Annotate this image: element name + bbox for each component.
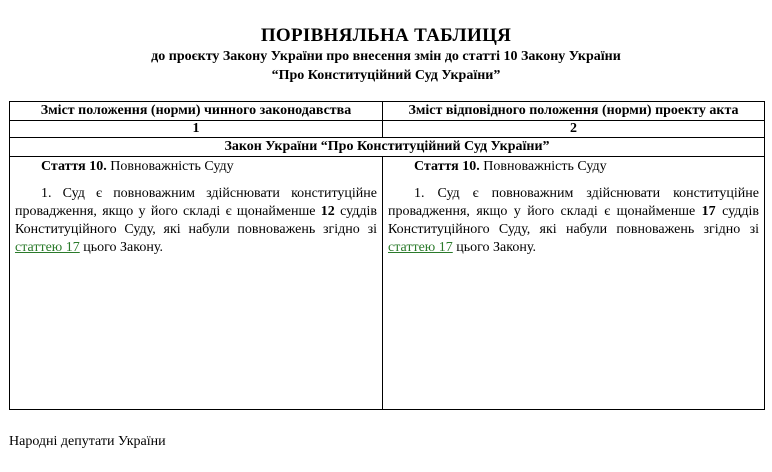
document-subtitle-line1: до проєкту Закону України про внесення змін до статті 10 Закону України	[151, 49, 621, 64]
law-title: Закон України “Про Конституційний Суд України”	[10, 138, 765, 157]
article-paragraph	[388, 185, 759, 257]
article-heading	[388, 158, 759, 176]
column-number-2: 2	[383, 121, 765, 138]
article-heading	[15, 158, 377, 176]
paragraph-text: цього Закону.	[79, 240, 163, 255]
document-title: ПОРІВНЯЛЬНА ТАБЛИЦЯ	[260, 25, 512, 46]
paragraph-text: суддів Конституційного Суду, які набули повноважень згідно зі	[15, 204, 377, 237]
judges-count: 17	[701, 204, 716, 219]
article-title: Повноважність Суду	[479, 159, 607, 174]
article-title: Повноважність Суду	[106, 159, 234, 174]
current-law-cell	[10, 157, 383, 410]
law-title-row	[10, 138, 765, 157]
judges-count: 12	[320, 204, 335, 219]
paragraph-text: суддів Конституційного Суду, які набули повноважень згідно зі	[388, 204, 759, 237]
article-17-link[interactable]: статтею 17	[15, 240, 80, 255]
column-header-proposed: Зміст відповідного положення (норми) проекту акта	[383, 102, 765, 121]
article-17-link[interactable]: статтею 17	[388, 240, 453, 255]
table-row	[10, 157, 765, 410]
article-paragraph	[15, 185, 377, 257]
paragraph-text: 1. Суд є повноважним здійснювати конституційне провадження, якщо у його складі є щонайменше	[388, 186, 759, 219]
article-label: Стаття 10.	[41, 159, 107, 174]
paragraph-text: цього Закону.	[452, 240, 536, 255]
article-label: Стаття 10.	[414, 159, 480, 174]
table-header-row	[10, 102, 765, 121]
column-number-1: 1	[10, 121, 383, 138]
document-subtitle-line2: “Про Конституційний Суд України”	[271, 68, 501, 83]
column-number-row	[10, 121, 765, 138]
signature-line: Народні депутати України	[9, 434, 166, 449]
paragraph-text: 1. Суд є повноважним здійснювати конституційне провадження, якщо у його складі є щонайменше	[15, 186, 377, 219]
proposed-law-cell	[383, 157, 765, 410]
comparison-table	[9, 101, 765, 410]
column-header-current: Зміст положення (норми) чинного законодавства	[10, 102, 383, 121]
